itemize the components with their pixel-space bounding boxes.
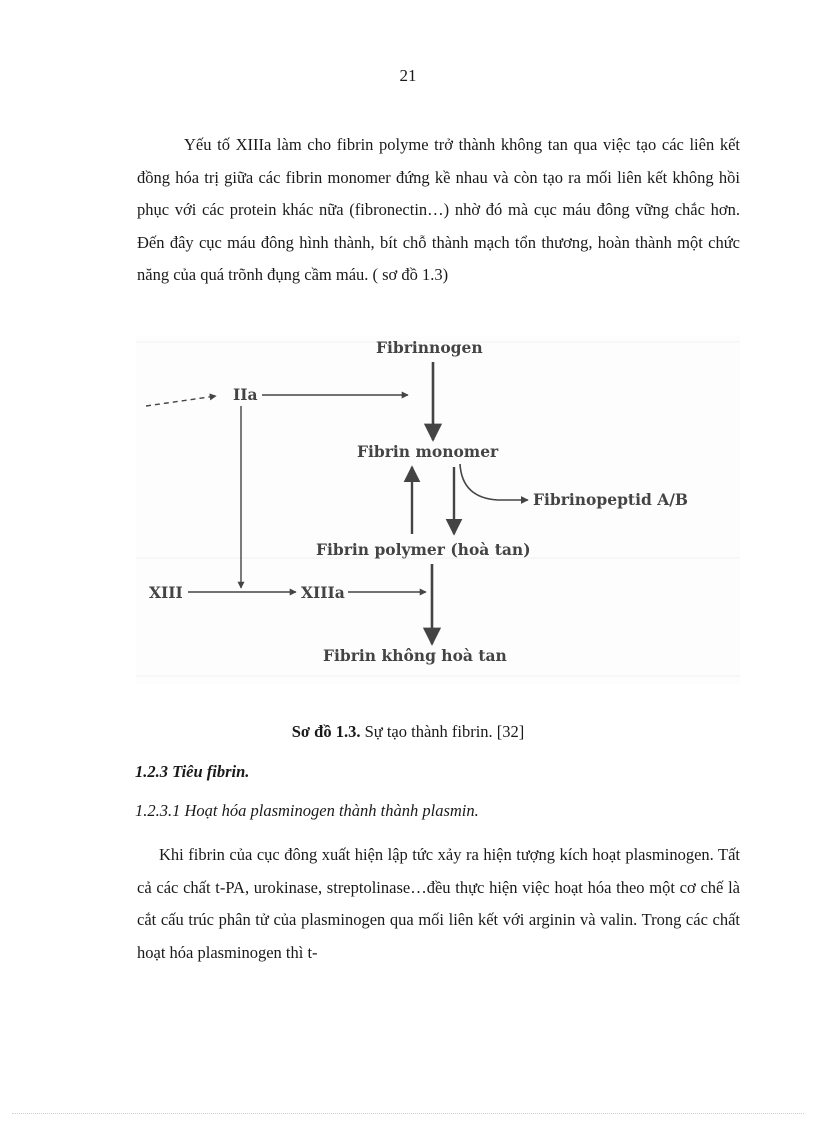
fibrin-formation-diagram <box>136 336 740 684</box>
footer-divider <box>12 1113 804 1114</box>
label-fibrinopeptide: Fibrinopeptid A/B <box>533 490 688 509</box>
caption-label: Sơ đồ 1.3. <box>291 722 361 741</box>
caption-text: Sự tạo thành fibrin. [32] <box>360 722 525 741</box>
page-number: 21 <box>399 66 417 85</box>
label-fibrinogen: Fibrinnogen <box>376 338 483 357</box>
release-fibrinopeptide-arrow <box>460 464 528 500</box>
dashed-input-arrow <box>146 396 216 406</box>
subsection-heading: 1.2.3.1 Hoạt hóa plasminogen thành thành plasmin. <box>135 801 479 820</box>
activation-paragraph: Khi fibrin của cục đông xuất hiện lập tức xảy ra hiện tượng kích hoạt plasminogen. Tất cả các chất t-PA, urokinase, streptolinase…đều thực hiện việc hoạt hóa theo một cơ chế là cắt cấu trúc phân tử của plasminogen qua mối liên kết với arginin và valin. Trong các chất hoạt hóa plasminogen thì t- <box>137 845 740 962</box>
label-factor-xiiia: XIIIa <box>301 583 345 602</box>
label-thrombin-iia: IIa <box>233 385 258 404</box>
intro-paragraph: Yếu tố XIIIa làm cho fibrin polyme trở thành không tan qua việc tạo các liên kết đồng hóa trị giữa các fibrin monomer đứng kề nhau và còn tạo ra mối liên kết không hồi phục với các protein khác nữa (fibronectin…) nhờ đó mà cục máu đông vững chắc hơn. Đến đây cục máu đông hình thành, bít chỗ thành mạch tổn thương, hoàn thành một chức năng của quá trõnh đụng cầm máu. ( sơ đồ 1.3) <box>137 135 740 285</box>
label-fibrin-monomer: Fibrin monomer <box>357 442 499 461</box>
section-heading: 1.2.3 Tiêu fibrin. <box>135 762 250 781</box>
label-factor-xiii: XIII <box>149 583 183 602</box>
label-fibrin-polymer: Fibrin polymer (hoà tan) <box>316 540 531 559</box>
figure-caption <box>0 722 816 742</box>
label-insoluble-fibrin: Fibrin không hoà tan <box>323 646 507 665</box>
